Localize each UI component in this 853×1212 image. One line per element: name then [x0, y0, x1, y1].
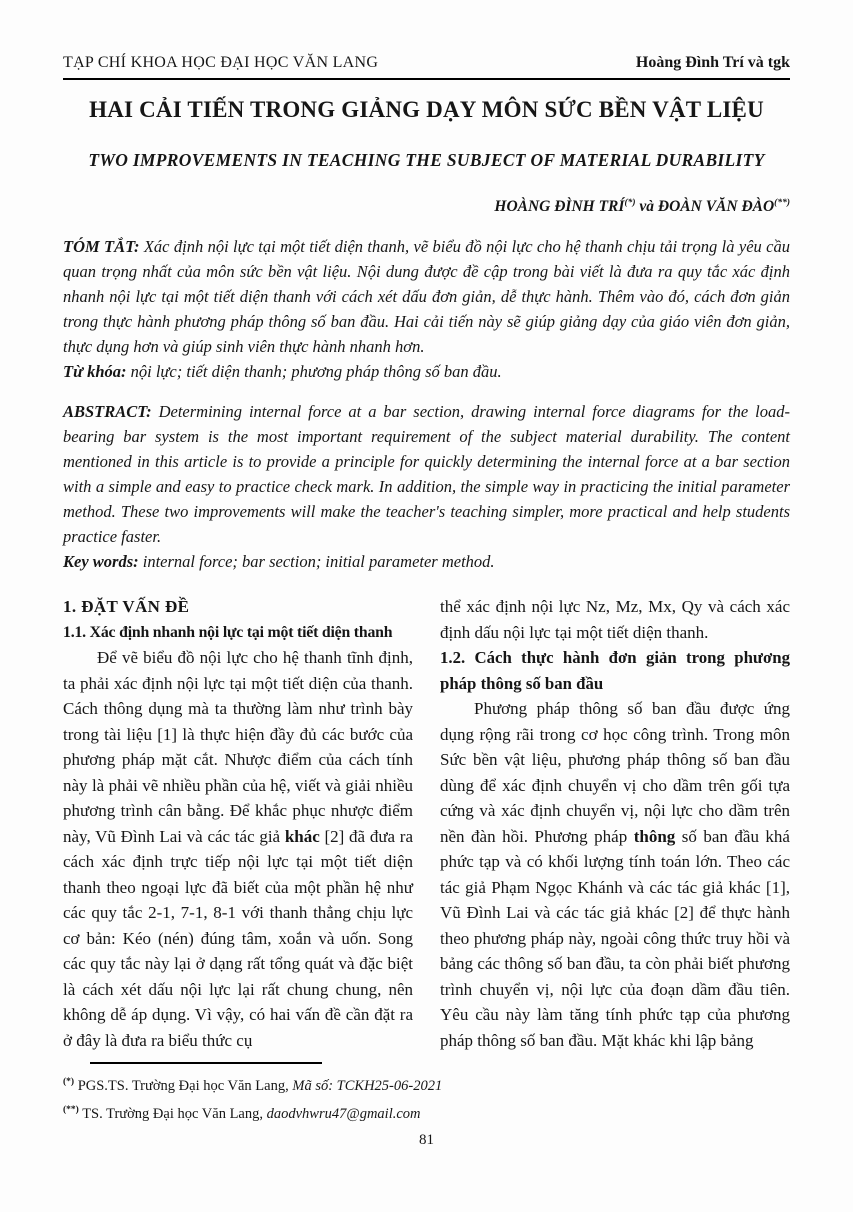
footnote-2 — [63, 1098, 790, 1126]
section-1-1-paragraph-continuation: thể xác định nội lực Nz, Mz, Mx, Qy và cách xác định dấu nội lực tại một tiết diện thanh. — [440, 597, 790, 642]
footnote-1-text: PGS.TS. Trường Đại học Văn Lang, — [74, 1077, 293, 1094]
keywords-english-text: internal force; bar section; initial parameter method. — [138, 552, 495, 572]
footnote-1-marker: (*) — [63, 1077, 75, 1087]
author-2-footnote-marker: (**) — [774, 198, 790, 208]
footnote-1-id: Mã số: TCKH25-06-2021 — [292, 1077, 443, 1094]
body-columns — [63, 594, 790, 1053]
authors-line — [63, 193, 790, 217]
abstract-english-text: Determining internal force at a bar section, drawing internal force diagrams for the load-bearing bar system is the most important requirement of the subject material durability. The content mentioned in this article is to provide a principle for quickly determining the internal force at a bar section with a simple and easy to practice check mark. In addition, the simple way in practicing the initial parameter method. These two improvements will make the teacher's teaching simpler, more practical and help students practice faster. — [63, 402, 790, 547]
body-column-left — [63, 594, 413, 1053]
running-header — [63, 0, 790, 73]
keywords-vietnamese-label: Từ khóa: — [63, 362, 127, 382]
keywords-vietnamese — [63, 359, 790, 384]
abstract-vietnamese — [63, 234, 790, 359]
section-1-2-text-a: Phương pháp thông số ban đầu được ứng dụng rộng rãi trong cơ học công trình. Trong môn Sức bền vật liệu, phương pháp thông số ban đầu dùng để xác định chuyển vị cho dầm trên gối tựa cứng và xác định chuyển vị, nội lực cho dầm trên nền đàn hồi. Phương pháp — [440, 699, 790, 846]
footnote-2-marker: (**) — [63, 1104, 79, 1115]
keywords-english — [63, 549, 790, 574]
section-1-2-text-b: số ban đầu khá phức tạp và có khối lượng tính toán lớn. Theo các tác giả Phạm Ngọc Khánh và các tác giả khác [1], Vũ Đình Lai và các tác giả khác [2] để thực hành theo phương pháp này, ngoài công thức truy hồi và bảng các thông số ban đầu, ta còn phải biết phương trình chuyển vị, nội lực của đoạn dầm đầu tiên. Yêu cầu này làm tăng tính phức tạp của phương pháp thông số ban đầu. Mặt khác khi lập bảng — [440, 826, 790, 1050]
section-1-1-paragraph — [63, 645, 413, 1053]
journal-name: TẠP CHÍ KHOA HỌC ĐẠI HỌC VĂN LANG — [63, 54, 379, 71]
page-number: 81 — [419, 1132, 434, 1148]
footnotes-block — [63, 1062, 790, 1126]
footnote-2-text: TS. Trường Đại học Văn Lang, — [78, 1105, 267, 1122]
section-heading-1: 1. ĐẶT VẤN ĐỀ — [63, 597, 190, 617]
section-1-1-text-b: [2] đã đưa ra cách xác định trực tiếp nội lực tại một tiết diện thanh theo ngoại lực đã biết của một phần hệ như các quy tắc 2-1, 7-1, 8-1 với thanh thẳng chịu lực cơ bản: Kéo (nén) đúng tâm, xoắn và uốn. Song các quy tắc này lại ở dạng rất tổng quát và đặc biệt là cách xét dấu nội lực lại rất chung chung, nên không dễ áp dụng. Vì vậy, có hai vấn đề cần đặt ra ở đây là đưa ra biểu thức cụ — [63, 826, 414, 1050]
author-1-footnote-marker: (*) — [624, 198, 636, 208]
abstract-vietnamese-label: TÓM TẮT: — [63, 237, 140, 257]
keywords-vietnamese-text: nội lực; tiết diện thanh; phương pháp thông số ban đầu. — [126, 362, 502, 382]
author-1-name: HOÀNG ĐÌNH TRÍ — [494, 198, 625, 216]
section-1-1-bold-word: khác — [284, 826, 320, 846]
author-2-name: ĐOÀN VĂN ĐÀO — [657, 198, 775, 216]
keywords-english-label: Key words: — [63, 552, 139, 572]
footnote-2-email: daodvhwru47@gmail.com — [266, 1105, 421, 1122]
running-head-authors: Hoàng Đình Trí và tgk — [635, 54, 790, 71]
header-rule-divider — [63, 78, 790, 80]
section-1-2-bold-word: thông — [633, 826, 676, 846]
footnote-divider — [90, 1062, 322, 1064]
article-title-vietnamese: HAI CẢI TIẾN TRONG GIẢNG DẠY MÔN SỨC BỀN VẬT LIỆU — [89, 97, 764, 122]
body-column-right — [440, 594, 790, 1053]
abstract-english — [63, 399, 790, 549]
abstract-english-label: ABSTRACT: — [63, 402, 152, 422]
section-heading-1-1: 1.1. Xác định nhanh nội lực tại một tiết diện thanh — [63, 623, 393, 641]
section-heading-1-2: 1.2. Cách thực hành đơn giản trong phương pháp thông số ban đầu — [440, 648, 790, 693]
section-1-1-text-a: Để vẽ biểu đồ nội lực cho hệ thanh tĩnh định, ta phải xác định nội lực tại một tiết diện của thanh. Cách thông dụng mà ta thường làm như trình bày trong tài liệu [1] là thực hiện đầy đủ các bước của phương pháp mặt cắt. Nhược điểm của cách tính này là phải vẽ nhiều phần của hệ, viết và giải nhiều phương trình cân bằng. Để khắc phục nhược điểm này, Vũ Đình Lai và các tác giả — [63, 648, 413, 846]
footnote-1 — [63, 1070, 790, 1098]
section-1-2-paragraph — [440, 696, 790, 1053]
authors-connector: và — [635, 198, 658, 216]
abstract-vietnamese-text: Xác định nội lực tại một tiết diện thanh, vẽ biểu đồ nội lực cho hệ thanh chịu tải trọng là yêu cầu quan trọng nhất của môn sức bền vật liệu. Nội dung được đề cập trong bài viết là đưa ra quy tắc xác định nhanh nội lực tại một tiết diện thanh với cách xét dấu đơn giản, dễ thực hành. Thêm vào đó, cách đơn giản trong thực hành phương pháp thông số ban đầu. Hai cải tiến này sẽ giúp giảng dạy của giáo viên đơn giản, thực dụng hơn và giúp sinh viên thực hành nhanh hơn. — [63, 237, 790, 357]
article-title-english: TWO IMPROVEMENTS IN TEACHING THE SUBJECT OF MATERIAL DURABILITY — [88, 150, 765, 170]
